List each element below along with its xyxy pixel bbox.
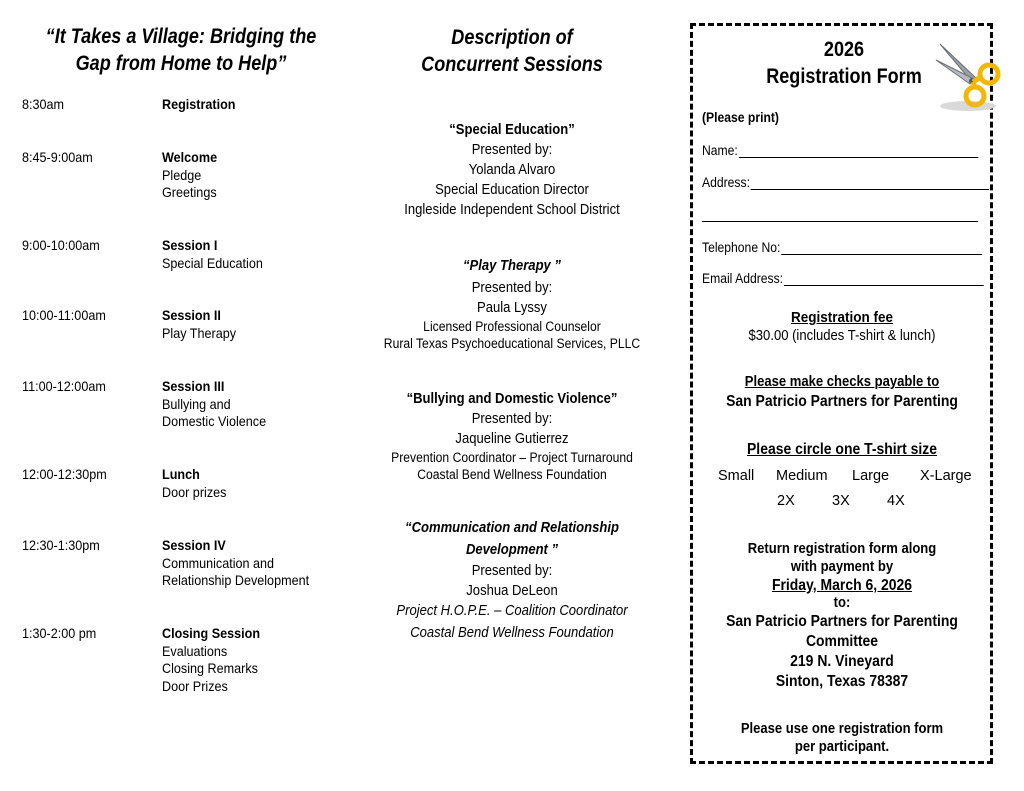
- agenda-item: [22, 96, 64, 114]
- org-line-2: Committee: [805, 633, 879, 650]
- size-option[interactable]: 4X: [887, 493, 905, 509]
- return-line-2: with payment by: [790, 559, 894, 575]
- agenda-title-line-1: “It Takes a Village: Bridging the: [45, 25, 317, 48]
- session-block-communication: [377, 517, 647, 643]
- agenda-line: Play Therapy: [162, 324, 237, 341]
- presenter-role: Project H.O.P.E. – Coalition Coordinator: [396, 603, 628, 619]
- agenda-line: Evaluations: [162, 642, 228, 659]
- checks-section: [716, 373, 968, 411]
- agenda-time: 1:30-2:00 pm: [22, 625, 97, 641]
- agenda-item-detail: [162, 466, 226, 501]
- agenda-line: Relationship Development: [162, 572, 310, 588]
- telephone-field[interactable]: [702, 240, 982, 255]
- agenda-item: [22, 149, 93, 167]
- agenda-time: 10:00-11:00am: [22, 307, 106, 323]
- agenda-item-detail: [162, 625, 260, 695]
- agenda-title-line-2: Gap from Home to Help”: [75, 52, 287, 75]
- return-line-1: Return registration form along: [747, 541, 937, 557]
- agenda-heading: Session I: [162, 237, 218, 253]
- session-block-play-therapy: [377, 256, 647, 352]
- agenda-time: 8:30am: [22, 96, 65, 112]
- presented-by: Presented by:: [471, 563, 553, 579]
- agenda-title: [20, 23, 342, 77]
- agenda-heading: Lunch: [162, 466, 200, 482]
- agenda-line: Special Education: [162, 254, 263, 271]
- checks-payee: San Patricio Partners for Parenting: [726, 393, 958, 410]
- agenda-item: [22, 237, 100, 255]
- agenda-item-detail: [162, 96, 236, 114]
- agenda-time: 9:00-10:00am: [22, 237, 100, 253]
- fee-text: $30.00 (includes T-shirt & lunch): [748, 328, 936, 344]
- agenda-heading: Closing Session: [162, 625, 261, 641]
- agenda-heading: Session IV: [162, 537, 226, 553]
- city: Sinton, Texas 78387: [775, 673, 909, 690]
- size-option[interactable]: Small: [718, 468, 755, 484]
- checks-heading: Please make checks payable to: [744, 374, 940, 390]
- telephone-line[interactable]: [781, 242, 982, 255]
- presented-by: Presented by:: [471, 411, 553, 427]
- agenda-line: Pledge: [162, 166, 202, 183]
- agenda-time: 11:00-12:00am: [22, 378, 106, 394]
- name-line[interactable]: [739, 145, 978, 158]
- email-line[interactable]: [784, 273, 984, 286]
- note-section: [716, 720, 968, 756]
- agenda-item: [22, 307, 106, 325]
- presented-by: Presented by:: [471, 142, 553, 158]
- email-label: Email Address:: [702, 271, 784, 286]
- session-title: “Play Therapy ”: [463, 258, 561, 274]
- org-line-1: San Patricio Partners for Parenting: [726, 613, 958, 630]
- name-label: Name:: [702, 143, 738, 158]
- note-line-2: per participant.: [794, 739, 890, 755]
- return-section: [716, 540, 968, 692]
- deadline: Friday, March 6, 2026: [771, 577, 913, 594]
- presented-by: Presented by:: [471, 280, 553, 296]
- address-label: Address:: [702, 175, 750, 190]
- address-field[interactable]: [702, 175, 989, 190]
- sessions-title-line-1: Description of: [451, 26, 573, 49]
- presenter-org: Coastal Bend Wellness Foundation: [410, 625, 614, 641]
- agenda-time: 8:45-9:00am: [22, 149, 93, 165]
- agenda-heading: Registration: [162, 96, 236, 112]
- session-title: “Bullying and Domestic Violence”: [406, 391, 618, 407]
- session-title-line-2: Development ”: [465, 542, 559, 558]
- presenter-name: Jaqueline Gutierrez: [455, 431, 569, 447]
- presenter-name: Joshua DeLeon: [466, 583, 558, 599]
- size-option[interactable]: Medium: [776, 468, 828, 484]
- address-line[interactable]: [751, 177, 990, 190]
- scissors-icon: [932, 38, 1002, 112]
- agenda-line: Bullying and: [162, 395, 231, 412]
- sessions-title-line-2: Concurrent Sessions: [421, 53, 603, 76]
- session-title: “Special Education”: [449, 122, 575, 138]
- agenda-time: 12:00-12:30pm: [22, 466, 107, 482]
- agenda-line: Communication and: [162, 554, 275, 571]
- agenda-line: Domestic Violence: [162, 413, 267, 429]
- agenda-line: Closing Remarks: [162, 660, 258, 676]
- agenda-time: 12:30-1:30pm: [22, 537, 100, 553]
- agenda-line: Door prizes: [162, 483, 227, 500]
- agenda-item-detail: [162, 378, 266, 431]
- to-label: to:: [833, 595, 851, 611]
- scissors-handle: [980, 65, 998, 83]
- agenda-item: [22, 378, 106, 396]
- presenter-org: Rural Texas Psychoeducational Services, PLLC: [383, 336, 641, 351]
- agenda-item: [22, 466, 107, 484]
- agenda-line: Greetings: [162, 184, 217, 200]
- presenter-role: Special Education Director: [435, 182, 589, 198]
- agenda-item-detail: [162, 149, 217, 202]
- form-year: 2026: [823, 38, 865, 61]
- email-field[interactable]: [702, 271, 984, 286]
- presenter-name: Paula Lyssy: [477, 300, 547, 316]
- agenda-item: [22, 537, 100, 555]
- session-title-line-1: “Communication and Relationship: [405, 520, 619, 536]
- fee-section: [716, 308, 968, 346]
- tshirt-heading: Please circle one T-shirt size: [747, 441, 937, 458]
- scissors-blade: [940, 44, 976, 82]
- session-block-special-education: [377, 120, 647, 220]
- presenter-org: Ingleside Independent School District: [404, 202, 620, 218]
- street: 219 N. Vineyard: [790, 653, 894, 670]
- presenter-role: Licensed Professional Counselor: [423, 319, 601, 334]
- presenter-name: Yolanda Alvaro: [468, 162, 556, 178]
- form-title-text: Registration Form: [766, 65, 922, 88]
- fee-heading: Registration fee: [790, 309, 894, 326]
- size-option[interactable]: 2X: [777, 493, 795, 509]
- agenda-item: [22, 625, 96, 643]
- form-title: [730, 36, 958, 90]
- please-print: (Please print): [702, 110, 779, 125]
- address-line-2[interactable]: [702, 221, 978, 222]
- agenda-item-detail: [162, 537, 309, 590]
- agenda-heading: Session III: [162, 378, 225, 394]
- sessions-title: [362, 24, 662, 78]
- telephone-label: Telephone No:: [702, 240, 781, 255]
- session-block-bullying: [377, 389, 647, 483]
- agenda-item-detail: [162, 237, 263, 272]
- presenter-role: Prevention Coordinator – Project Turnaround: [391, 450, 633, 465]
- name-field[interactable]: [702, 143, 978, 158]
- note-line-1: Please use one registration form: [740, 721, 944, 737]
- size-option[interactable]: X-Large: [920, 468, 972, 484]
- size-option[interactable]: 3X: [832, 493, 850, 509]
- presenter-org: Coastal Bend Wellness Foundation: [417, 467, 607, 482]
- agenda-heading: Session II: [162, 307, 221, 323]
- agenda-item-detail: [162, 307, 236, 342]
- size-option[interactable]: Large: [852, 468, 890, 484]
- agenda-heading: Welcome: [162, 149, 218, 165]
- agenda-line: Door Prizes: [162, 677, 228, 694]
